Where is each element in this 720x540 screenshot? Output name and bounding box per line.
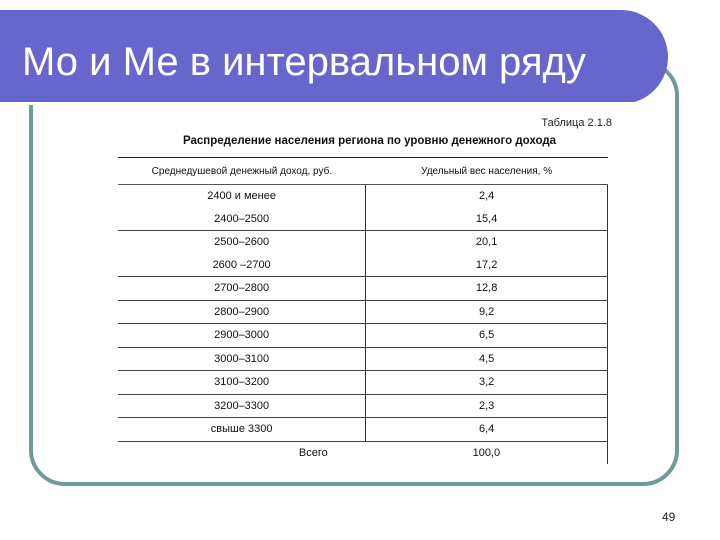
table-header-row bbox=[118, 158, 608, 185]
income-interval: 3200–3300 bbox=[118, 394, 366, 418]
table-row bbox=[118, 324, 608, 348]
population-share: 12,8 bbox=[366, 277, 608, 301]
income-distribution-table bbox=[118, 157, 608, 464]
table-row bbox=[118, 347, 608, 371]
table-title: Распределение населения региона по уровню денежного дохода bbox=[183, 135, 557, 147]
title-bar bbox=[0, 10, 668, 104]
total-value: 100,0 bbox=[366, 441, 608, 464]
table-row bbox=[118, 300, 608, 324]
slide-title: Мо и Ме в интервальном ряду bbox=[22, 40, 586, 84]
table-row bbox=[118, 185, 608, 208]
table-row bbox=[118, 208, 608, 231]
population-share: 6,5 bbox=[366, 324, 608, 348]
title-underline bbox=[0, 102, 640, 105]
income-interval: 3000–3100 bbox=[118, 347, 366, 371]
population-share: 17,2 bbox=[366, 254, 608, 277]
population-share: 4,5 bbox=[366, 347, 608, 371]
table-row bbox=[118, 418, 608, 442]
table-caption: Таблица 2.1.8 bbox=[541, 117, 612, 129]
income-interval: 2600 –2700 bbox=[118, 254, 366, 277]
page-number: 49 bbox=[662, 510, 676, 524]
population-share: 9,2 bbox=[366, 300, 608, 324]
total-label: Всего bbox=[298, 446, 328, 459]
population-share: 2,4 bbox=[366, 185, 608, 208]
table-total-row bbox=[118, 441, 608, 464]
income-interval: 2700–2800 bbox=[118, 277, 366, 301]
population-share: 2,3 bbox=[366, 394, 608, 418]
population-share: 20,1 bbox=[366, 231, 608, 254]
income-interval: 2800–2900 bbox=[118, 300, 366, 324]
population-share: 3,2 bbox=[366, 371, 608, 395]
population-share: 15,4 bbox=[366, 208, 608, 231]
income-interval: 2500–2600 bbox=[118, 231, 366, 254]
income-interval: свыше 3300 bbox=[118, 418, 366, 442]
header-share: Удельный вес населения, % bbox=[366, 158, 608, 185]
income-interval: 3100–3200 bbox=[118, 371, 366, 395]
income-interval: 2900–3000 bbox=[118, 324, 366, 348]
table-row bbox=[118, 371, 608, 395]
population-share: 6,4 bbox=[366, 418, 608, 442]
table-row bbox=[118, 231, 608, 254]
table-row bbox=[118, 394, 608, 418]
header-income: Среднедушевой денежный доход, руб. bbox=[118, 158, 366, 185]
table-row bbox=[118, 254, 608, 277]
income-interval: 2400–2500 bbox=[118, 208, 366, 231]
table-row bbox=[118, 277, 608, 301]
income-interval: 2400 и менее bbox=[118, 185, 366, 208]
